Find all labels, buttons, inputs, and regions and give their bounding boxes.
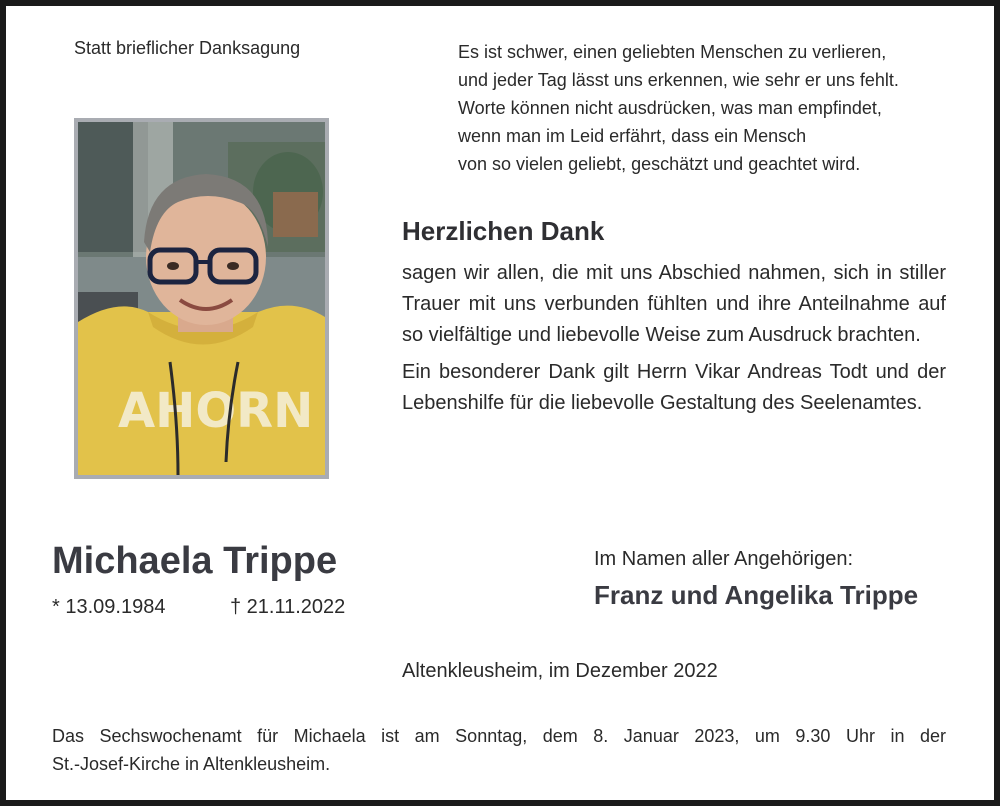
portrait-photo	[78, 122, 325, 475]
poem-line: und jeder Tag lässt uns erkennen, wie sehr er uns fehlt.	[458, 70, 899, 90]
poem-line: Es ist schwer, einen geliebten Menschen zu verlieren,	[458, 42, 887, 62]
portrait-illustration	[78, 122, 325, 475]
service-note-line: St.-Josef-Kirche in Altenkleusheim.	[52, 754, 331, 774]
birth-date: * 13.09.1984	[52, 596, 166, 618]
service-note	[52, 722, 946, 778]
thanks-paragraph: Ein besonderer Dank gilt Herrn Vikar Andreas Todt und der Lebenshilfe für die liebevolle Gestaltung des Seelenamtes.	[402, 361, 946, 414]
family-names: Franz und Angelika Trippe	[594, 580, 919, 610]
thanks-heading: Herzlichen Dank	[402, 216, 605, 246]
header-label: Statt brieflicher Danksagung	[74, 38, 301, 58]
poem-line: Worte können nicht ausdrücken, was man empfindet,	[458, 98, 882, 118]
portrait-frame	[74, 118, 329, 479]
death-date: † 21.11.2022	[230, 596, 346, 618]
svg-text:AHORN: AHORN	[118, 383, 314, 439]
thanks-body	[402, 258, 946, 425]
service-note-line: Das Sechswochenamt für Michaela ist am Sonntag, dem 8. Januar 2023, um 9.30 Uhr in der	[52, 726, 946, 746]
poem	[458, 38, 899, 178]
thanks-paragraph: sagen wir allen, die mit uns Abschied nahmen, sich in stiller Trauer mit uns verbunden fühlten und ihre Anteilnahme auf so vielfältige und liebevolle Weise zum Ausdruck brachten.	[402, 262, 946, 346]
deceased-name: Michaela Trippe	[52, 540, 338, 582]
place-date: Altenkleusheim, im Dezember 2022	[402, 660, 718, 682]
family-intro: Im Namen aller Angehörigen:	[594, 548, 854, 570]
poem-line: von so vielen geliebt, geschätzt und geachtet wird.	[458, 154, 861, 174]
poem-line: wenn man im Leid erfährt, dass ein Mensch	[458, 126, 807, 146]
